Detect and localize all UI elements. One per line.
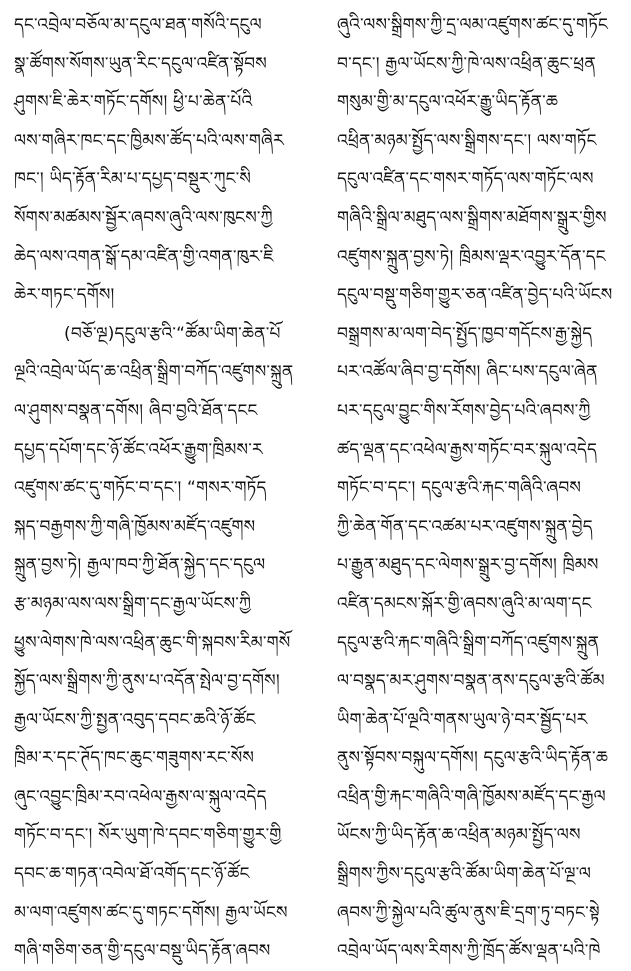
text-line: ཡིག་ཆེན་པོ་ལྔའི་གནས་ཡུལ་ཉེ་བར་སྦྱོད་པར — [337, 709, 588, 730]
text-line: སྐྱོད་ལས་སྒྲིགས་ཀྱི་ནུས་པ་འདོན་སྤེལ་བྱ་དགོས། — [14, 671, 280, 692]
text-line: དངུལ་རྩའི་རྐང་གཞིའི་སྒྲིག་བཀོད་འཛུགས་སྐྲུན — [337, 632, 600, 653]
text-line: འཕྲིན་མཉམ་སྤྱོད་ལས་སྒྲིགས་དང་། ལས་གཏོང — [337, 130, 597, 151]
text-line: མ་ལག་འཛུགས་ཚང་དུ་གཏང་དགོས། རྒྱལ་ཡོངས — [14, 902, 288, 923]
text-line: གསུམ་གྱི་མ་དངུལ་འཕོར་རྒྱུ་ཡིད་རྟོན་ཆ — [337, 92, 559, 113]
text-line: ཞུའི་ལས་སྒྲིགས་ཀྱི་དྲ་ལམ་འཛུགས་ཚང་དུ་གཏོང — [337, 15, 609, 35]
text-line: པར་དངུལ་བྱུང་གིས་རོགས་བྱེད་པའི་ཞབས་ཀྱི — [337, 400, 591, 421]
text-line: སྒྲིགས་ཀྱིས་དངུལ་རྩའི་ཚོམ་ཡིག་ཆེན་པོ་ལྔ་ལ — [337, 864, 592, 885]
text-line: ཞབས་ཀྱི་སྐྱེལ་པའི་ཚུལ་ནུས་ཇི་དྲག་ཏུ་བཏང་སྟེ — [337, 902, 600, 923]
text-line: སོགས་མཚམས་སྦྱོར་ཞབས་ཞུའི་ལས་ཁུངས་ཀྱི — [14, 207, 273, 228]
text-line: འཛུགས་ཚང་དུ་གཏོང་བ་དང་། “གསར་གཏོད — [14, 478, 267, 499]
text-line: ཞུང་འབྱུང་ཁྲིམ་རབ་འཕེལ་རྒྱས་ལ་སྐུལ་འདེད — [14, 786, 267, 807]
text-line: ལྔའི་འབྲེལ་ཡོད་ཆ་འཕྲིན་སྒྲིག་བཀོད་འཛུགས་སྐྲུན — [14, 362, 294, 383]
text-line: བསྒྲགས་མ་ལག་བེད་སྤྱོད་ཁྱབ་གདོངས་རྒྱ་སྐྱེད — [337, 323, 593, 344]
text-line: བ་དང་། རྒྱལ་ཡོངས་ཀྱི་ཁེ་ལས་འཕྲིན་ཆུང་ཕྲན — [337, 53, 596, 74]
text-line: ཚད་ལྡན་དང་འཕེལ་རྒྱས་གཏོང་བར་སྐུལ་འདེད — [337, 439, 598, 460]
text-line: དངུལ་བསྡུ་གཅིག་གྱུར་ཅན་འཛིན་བྱེད་པའི་ཡོངས — [337, 285, 613, 306]
text-line: ཀྱི་ཆེན་གོན་དང་འཚམ་པར་འཛུགས་སྐྲུན་བྱེད — [337, 516, 593, 537]
text-line: རྩ་མཉམ་ལས་ལས་སྒྲིག་དང་རྒྱལ་ཡོངས་ཀྱི — [14, 593, 252, 614]
text-line: ཁྲིམ་ར་དང་ཊོད་ཁང་ཆུང་གཟུགས་རང་སོས — [14, 748, 255, 769]
text-line: གཞི་གཅིག་ཅན་གྱི་དངུལ་བསྡུ་ཡིད་རྟོན་ཞབས — [14, 941, 271, 962]
text-line: གཏོང་བ་དང་། སོར་ཡུག་ཁེ་དབང་གཅིག་གྱུར་གྱི — [14, 825, 282, 846]
text-line: གཞིའི་སྒྲིལ་མཐུད་ལས་སྒྲིགས་མཐོགས་སྒྲུར་གྱིས — [337, 207, 607, 228]
text-line: འབྲེལ་ཡོད་ལས་རིགས་ཀྱི་ཁྲོད་ཚོས་ལྡན་པའི་ཁེ — [337, 941, 601, 962]
text-line: ཡོངས་ཀྱི་ཡིད་རྟོན་ཆ་འཕྲིན་མཉམ་སྤྱོད་ལས — [337, 825, 581, 846]
right-text-column — [337, 6, 617, 962]
text-line: འཕྲིན་གྱི་རྐང་གཞིའི་གཞི་ཁྱོམས་མཛོད་དང་རྒྱལ — [337, 786, 606, 807]
text-line: དང་འབྲེལ་བཅོལ་མ་དངུལ་ཐན་གསོའི་དངུལ — [14, 15, 262, 35]
text-line: སྐྲུན་བྱས་ཏེ། རྒྱལ་ཁབ་ཀྱི་ཐོན་སྐྱེད་དང་དངུལ — [14, 555, 266, 576]
text-line: དབང་ཆ་གཏན་འབེལ་ཐོ་འགོད་དང་ཉོ་ཚོང — [14, 864, 250, 885]
text-line: ལ་བསྣད་མར་ཤུགས་བསྣན་ནས་དངུལ་རྩའི་ཚོམ — [337, 671, 605, 692]
text-line: དཔྱད་དཔོག་དང་ཉོ་ཚོང་འཕོར་རྒྱུག་ཁྲིམས་ར — [14, 439, 263, 460]
text-line: ཆེད་ལས་འགན་སྒོ་དམ་འཛིན་གྱི་འགན་ཁུར་ཇི — [14, 246, 274, 267]
text-line: པ་རྒྱུན་མཐུད་དང་ལེགས་སྒྲུར་བྱ་དགོས། ཁྲིམས — [337, 555, 599, 576]
text-line: ཕྱུས་ལེགས་ཁེ་ལས་འཕྲིན་ཆུང་གི་སྐབས་རིམ་གསོ — [14, 632, 291, 653]
text-line: ཁང་། ཡིད་རྟོན་རིམ་པ་དཔྱད་བསྡུར་ཀུང་སི — [14, 169, 252, 190]
text-line: ལས་གཞིར་ཁང་དང་ཁྱིམས་ཚོད་པའི་ལས་གཞིར — [14, 130, 284, 151]
text-line: རྒྱལ་ཡོངས་ཀྱི་སྤྱན་འབུད་དབང་ཆའི་ཉོ་ཚོང — [14, 709, 256, 730]
text-line: སྣ་ཚོགས་སོགས་ཡུན་རིང་དངུལ་འཛིན་སྟོབས — [14, 53, 267, 74]
text-line: སྐད་བརྒྱགས་ཀྱི་གཞི་ཁྱོམས་མཛོད་འཛུགས — [14, 516, 256, 537]
text-line: ཤུགས་ཇི་ཆེར་གཏོང་དགོས། ཕྱི་པ་ཆེན་པོའི — [14, 92, 253, 113]
text-line: ལ་ཤུགས་བསྣན་དགོས། ཞིབ་བྱའི་ཐོན་དངང — [14, 400, 258, 421]
section-heading-line: (བཅོ་ལྔ)དངུལ་རྩའི་“ཚོམ་ཡིག་ཆེན་པོ — [64, 323, 281, 344]
left-text-column — [14, 6, 294, 962]
text-line: ཆེར་གཏང་དགོས། — [14, 285, 115, 306]
text-line: གཏོང་བ་དང་། དངུལ་རྩའི་རྐང་གཞིའི་ཞབས — [337, 478, 582, 499]
text-line: ནུས་སྟོབས་བསྐུལ་དགོས། དངུལ་རྩའི་ཡིད་རྟོན་ཆ — [337, 748, 609, 769]
text-line: འཛིན་དམངས་སྐོར་གྱི་ཞབས་ཞུའི་མ་ལག་དང — [337, 593, 592, 614]
text-line: འཛུགས་སྐྲུན་བྱས་ཏེ། ཁྲིམས་ལྡར་འབྱུར་དོན་དང — [337, 246, 606, 267]
text-line: པར་འཚོལ་ཞིབ་བྱ་དགོས། ཞིང་པས་དངུལ་ཞེན — [337, 362, 598, 383]
text-line: དངུལ་འཛིན་དང་གསར་གཏོད་ལས་གཏོང་ལས — [337, 169, 594, 190]
